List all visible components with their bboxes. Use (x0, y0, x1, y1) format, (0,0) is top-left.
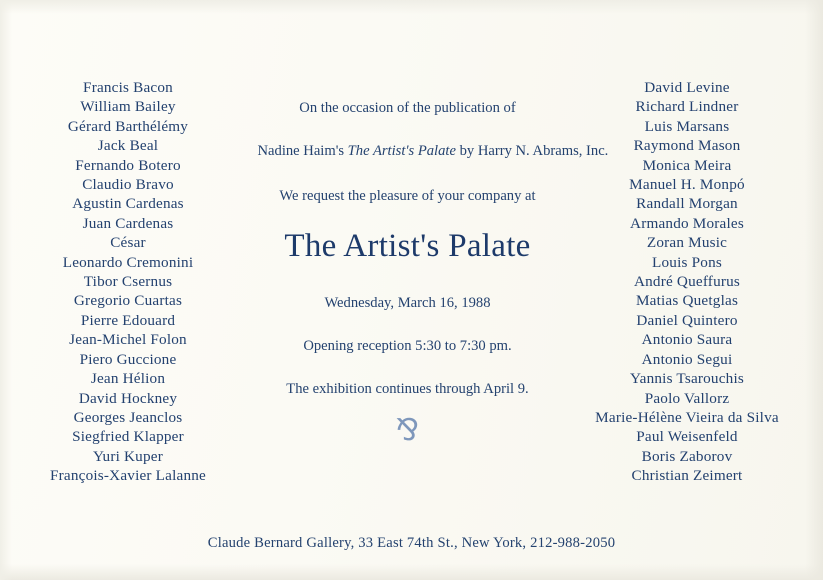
artist-name: Piero Guccione (79, 350, 177, 368)
artist-name: Monica Meira (642, 156, 732, 174)
artist-name: Manuel H. Monpó (629, 176, 745, 194)
reception-line: Opening reception 5:30 to 7:30 pm. (303, 338, 512, 354)
paper-edge-top (0, 0, 823, 14)
artist-name: Jean-Michel Folon (69, 331, 187, 349)
artist-name: Raymond Mason (633, 137, 741, 155)
artist-name: Antonio Saura (641, 331, 733, 349)
artist-name: Fernando Botero (75, 156, 181, 174)
artist-name: Armando Morales (630, 214, 744, 232)
artist-name: Paul Weisenfeld (636, 428, 738, 446)
artist-name: Jack Beal (97, 137, 159, 155)
artist-name: Gérard Barthélémy (67, 117, 189, 135)
artist-name: Pierre Edouard (80, 311, 176, 329)
artist-name: Boris Zaborov (641, 447, 733, 465)
artist-name: Randall Morgan (636, 195, 738, 213)
artist-name: Antonio Segui (641, 350, 733, 368)
artist-name: Agustin Cardenas (72, 195, 184, 213)
artist-list-left (12, 78, 244, 486)
book-credit-suffix: by Harry N. Abrams, Inc. (455, 143, 609, 159)
book-credit-line (257, 143, 609, 160)
artist-name: Georges Jeanclos (73, 408, 183, 426)
gallery-address-line: Claude Bernard Gallery, 33 East 74th St., New York, 212-988-2050 (207, 535, 616, 551)
artist-name: Tibor Csernus (83, 273, 173, 291)
date-line: Wednesday, March 16, 1988 (324, 295, 491, 311)
artist-name: Siegfried Klapper (72, 428, 184, 446)
artist-name: Yannis Tsarouchis (629, 370, 744, 388)
book-credit-prefix: Nadine Haim's (257, 143, 348, 159)
flourish-ornament-icon: ⅋ (395, 414, 420, 447)
artist-name: Luis Marsans (644, 117, 730, 135)
request-line: We request the pleasure of your company at (279, 188, 536, 204)
artist-name: Jean Hélion (90, 370, 166, 388)
artist-name: Marie-Hélène Vieira da Silva (595, 408, 779, 426)
artist-name: André Queffurus (633, 273, 741, 291)
artist-name: William Bailey (80, 98, 176, 116)
artist-name: Claudio Bravo (82, 176, 174, 194)
exhibition-duration-line: The exhibition continues through April 9. (286, 381, 529, 397)
artist-name: David Levine (644, 79, 730, 96)
occasion-line: On the occasion of the publication of (299, 100, 516, 116)
artist-name: Gregorio Cuartas (73, 292, 183, 310)
artist-name: Christian Zeimert (631, 467, 743, 485)
paper-edge-bottom (0, 564, 823, 580)
artist-name: Zoran Music (646, 234, 728, 252)
artist-name: Daniel Quintero (636, 311, 738, 329)
artist-name: Leonardo Cremonini (62, 253, 194, 271)
artist-name: Paolo Vallorz (644, 389, 730, 407)
artist-name: Richard Lindner (635, 98, 739, 116)
invitation-center-text (257, 78, 609, 447)
artist-list-right (571, 78, 803, 486)
invitation-columns (0, 78, 823, 486)
artist-name: Francis Bacon (83, 79, 173, 96)
artist-name: Louis Pons (652, 253, 722, 271)
book-title: The Artist's Palate (347, 143, 456, 159)
exhibition-title: The Artist's Palate (284, 228, 531, 264)
artist-name: David Hockney (78, 389, 178, 407)
artist-name: César (110, 234, 146, 252)
artist-name: Matias Quetglas (635, 292, 739, 310)
artist-name: François-Xavier Lalanne (50, 467, 206, 485)
artist-name: Yuri Kuper (93, 447, 163, 465)
artist-name: Juan Cardenas (82, 214, 174, 232)
